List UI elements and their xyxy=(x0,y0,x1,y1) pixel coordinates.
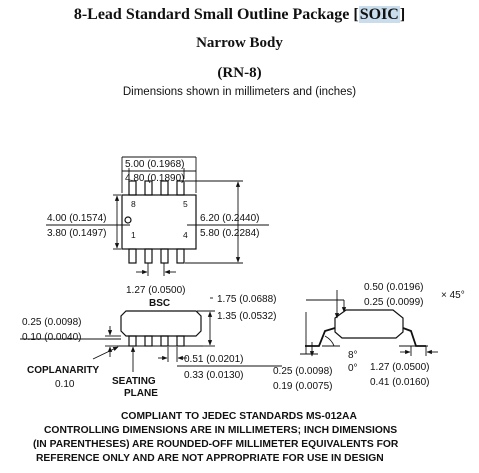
angle-max-label: 8° xyxy=(348,350,358,361)
note-line-4: REFERENCE ONLY AND ARE NOT APPROPRIATE FOR USE IN DESIGN xyxy=(36,453,384,464)
pin1-indicator xyxy=(125,217,131,223)
side-lead xyxy=(129,336,136,346)
seating-plane-line2: PLANE xyxy=(124,388,158,399)
title-highlight: SOIC xyxy=(359,6,399,23)
pin5-label: 5 xyxy=(183,199,188,209)
note-line-3: (IN PARENTHESES) ARE ROUNDED-OFF MILLIMETER EQUIVALENTS FOR xyxy=(33,439,399,450)
chamfer-min-label: 0.25 (0.0099) xyxy=(364,297,424,308)
side-view-body xyxy=(121,311,201,336)
pin8-label: 8 xyxy=(131,199,136,209)
total-width-max-label: 6.20 (0.2440) xyxy=(200,213,260,224)
length-max-label: 5.00 (0.1968) xyxy=(125,159,185,170)
seating-plane-line1: SEATING xyxy=(112,376,156,387)
height-max-label: 1.75 (0.0688) xyxy=(217,294,277,305)
coplanarity-value: 0.10 xyxy=(55,379,75,390)
total-width-min-label: 5.80 (0.2284) xyxy=(200,228,260,239)
lead-thick-min-label: 0.19 (0.0075) xyxy=(273,381,333,392)
title-prefix: 8-Lead Standard Small Outline Package [ xyxy=(73,6,359,23)
package-code: (RN-8) xyxy=(217,65,262,81)
lead-width-min-label: 0.33 (0.0130) xyxy=(184,370,244,381)
chamfer-max-label: 0.50 (0.0196) xyxy=(364,282,424,293)
side-lead xyxy=(161,336,168,346)
note-line-2: CONTROLLING DIMENSIONS ARE IN MILLIMETERS; INCH DIMENSIONS xyxy=(44,425,398,436)
length-min-label: 4.80 (0.1890) xyxy=(125,173,185,184)
bottom-pin xyxy=(161,249,168,263)
title-suffix: ] xyxy=(399,6,406,23)
angle-min-label: 0° xyxy=(348,363,358,374)
package-subtitle: Narrow Body xyxy=(196,35,283,51)
pin1-label: 1 xyxy=(131,230,136,240)
bottom-pin xyxy=(177,249,184,263)
lead-width-max-label: 0.51 (0.0201) xyxy=(184,354,244,365)
units-note: Dimensions shown in millimeters and (inches) xyxy=(122,86,357,98)
lead-thick-max-label: 0.25 (0.0098) xyxy=(273,366,333,377)
pitch-label: 1.27 (0.0500) xyxy=(126,285,186,296)
coplanarity-label: COPLANARITY xyxy=(27,365,100,376)
body-width-max-label: 4.00 (0.1574) xyxy=(47,213,107,224)
bottom-pin xyxy=(129,249,136,263)
note-line-1: COMPLIANT TO JEDEC STANDARDS MS-012AA xyxy=(121,411,357,422)
pin4-label: 4 xyxy=(183,230,188,240)
pitch-note-label: BSC xyxy=(149,298,171,309)
side-lead xyxy=(145,336,152,346)
standoff-min-label: 0.10 (0.0040) xyxy=(22,332,82,343)
standoff-max-label: 0.25 (0.0098) xyxy=(22,317,82,328)
end-lead xyxy=(403,328,426,346)
chamfer-angle-label: × 45° xyxy=(441,290,465,301)
end-view-body xyxy=(335,310,403,338)
foot-min-label: 0.41 (0.0160) xyxy=(370,377,430,388)
height-min-label: 1.35 (0.0532) xyxy=(217,311,277,322)
end-lead xyxy=(305,328,335,346)
foot-max-label: 1.27 (0.0500) xyxy=(370,362,430,373)
side-lead xyxy=(177,336,184,346)
bottom-pin xyxy=(145,249,152,263)
body-width-min-label: 3.80 (0.1497) xyxy=(47,228,107,239)
